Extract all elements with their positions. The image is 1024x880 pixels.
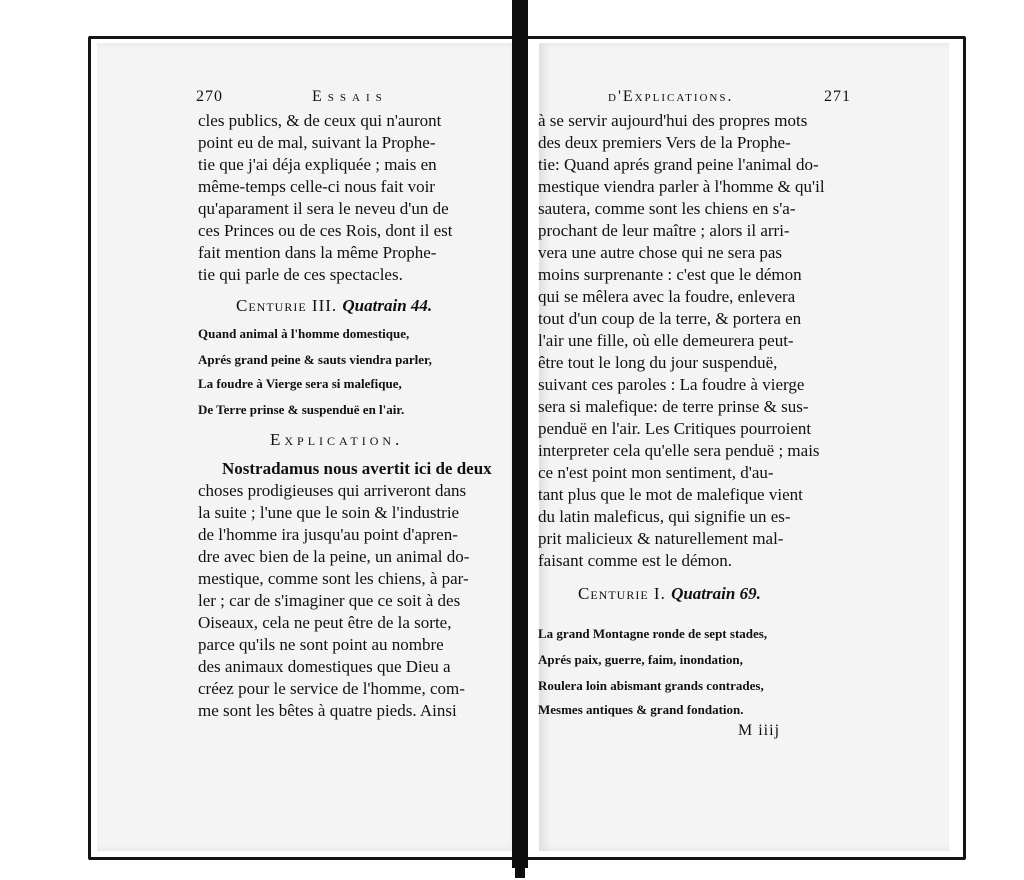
left-text-line: des animaux domestiques que Dieu a: [198, 657, 451, 676]
quatrain-line: Aprés grand peine & sauts viendra parler,: [198, 352, 432, 367]
right-text-line: prochant de leur maître ; alors il arri-: [538, 221, 790, 240]
right-text-line: l'air une fille, où elle demeurera peut-: [538, 331, 794, 350]
centurie-label: Centurie III.: [236, 296, 338, 315]
left-text-line: Oiseaux, cela ne peut être de la sorte,: [198, 613, 452, 632]
left-text-line: qu'aparament il sera le neveu d'un de: [198, 199, 449, 218]
right-text-line: tie: Quand aprés grand peine l'animal do-: [538, 155, 819, 174]
right-text-line: suivant ces paroles : La foudre à vierge: [538, 375, 805, 394]
gutter-tab: [515, 868, 525, 878]
right-text-line: tout d'un coup de la terre, & portera en: [538, 309, 802, 328]
quatrain-label: Quatrain 69.: [671, 584, 761, 603]
left-text-line: tie qui parle de ces spectacles.: [198, 265, 403, 284]
right-text-line: ce n'est point mon sentiment, d'au-: [538, 463, 774, 482]
quatrain-line: Roulera loin abismant grands contrades,: [538, 678, 764, 693]
right-text-line: être tout le long du jour suspenduë,: [538, 353, 778, 372]
left-text-line: ler ; car de s'imaginer que ce soit à des: [198, 591, 461, 610]
left-text-line: cles publics, & de ceux qui n'auront: [198, 111, 442, 130]
left-running-head: Essais: [312, 88, 388, 105]
signature-mark: M iiij: [738, 722, 781, 739]
right-text-line: sautera, comme sont les chiens en s'a-: [538, 199, 796, 218]
right-text-line: penduë en l'air. Les Critiques pourroient: [538, 419, 812, 438]
left-text-line: ces Princes ou de ces Rois, dont il est: [198, 221, 453, 240]
right-text-line: à se servir aujourd'hui des propres mots: [538, 111, 808, 130]
left-text-line: la suite ; l'une que le soin & l'industrie: [198, 503, 460, 522]
quatrain-line: La foudre à Vierge sera si malefique,: [198, 376, 402, 391]
left-text-line: mestique, comme sont les chiens, à par-: [198, 569, 469, 588]
left-text-line: Nostradamus nous avertit ici de deux: [222, 459, 492, 478]
quatrain-line: Mesmes antiques & grand fondation.: [538, 702, 744, 717]
left-text-line: créez pour le service de l'homme, com-: [198, 679, 465, 698]
right-page-number: 271: [824, 88, 851, 105]
left-text-line: tie que j'ai déja expliquée ; mais en: [198, 155, 437, 174]
explication-heading: Explication.: [270, 430, 404, 449]
right-running-head: d'Explications.: [608, 88, 734, 105]
quatrain-line: De Terre prinse & suspenduë en l'air.: [198, 402, 405, 417]
book-gutter: [512, 0, 528, 868]
right-text-line: des deux premiers Vers de la Prophe-: [538, 133, 791, 152]
right-text-line: sera si malefique: de terre prinse & sus-: [538, 397, 809, 416]
centurie-label: Centurie I.: [578, 584, 666, 603]
right-text-line: faisant comme est le démon.: [538, 551, 733, 570]
left-text-line: me sont les bêtes à quatre pieds. Ainsi: [198, 701, 457, 720]
quatrain-line: Aprés paix, guerre, faim, inondation,: [538, 652, 743, 667]
right-text-line: qui se mêlera avec la foudre, enlevera: [538, 287, 796, 306]
left-text-line: dre avec bien de la peine, un animal do-: [198, 547, 470, 566]
quatrain-line: La grand Montagne ronde de sept stades,: [538, 626, 768, 641]
left-text-line: choses prodigieuses qui arriveront dans: [198, 481, 467, 500]
left-text-line: point eu de mal, suivant la Prophe-: [198, 133, 436, 152]
quatrain-label: Quatrain 44.: [342, 296, 433, 315]
quatrain-line: Quand animal à l'homme domestique,: [198, 326, 410, 341]
right-text-line: interpreter cela qu'elle sera penduë ; mais: [538, 441, 820, 460]
right-text-line: prit malicieux & naturellement mal-: [538, 529, 784, 548]
right-text-line: tant plus que le mot de malefique vient: [538, 485, 803, 504]
left-text-line: même-temps celle-ci nous fait voir: [198, 177, 435, 196]
left-centurie-heading: [236, 296, 432, 316]
left-text-line: parce qu'ils ne sont point au nombre: [198, 635, 444, 654]
left-text-line: fait mention dans la même Prophe-: [198, 243, 437, 262]
left-text-line: de l'homme ira jusqu'au point d'apren-: [198, 525, 458, 544]
right-text-line: moins surprenante : c'est que le démon: [538, 265, 802, 284]
right-text-line: mestique viendra parler à l'homme & qu'il: [538, 177, 825, 196]
right-text-line: du latin maleficus, qui signifie un es-: [538, 507, 791, 526]
left-page-number: 270: [196, 88, 223, 105]
right-centurie-heading: [578, 584, 761, 604]
right-text-line: vera une autre chose qui ne sera pas: [538, 243, 783, 262]
